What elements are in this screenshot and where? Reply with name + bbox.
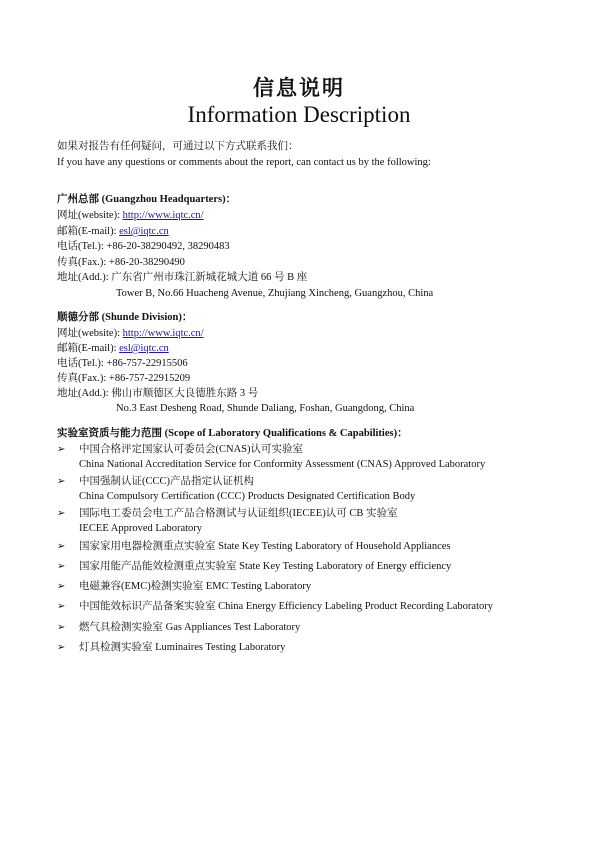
bullet-arrow-icon: ➢ <box>57 508 66 519</box>
guangzhou-email-link[interactable]: esl@iqtc.cn <box>119 226 169 237</box>
page-title-chinese: 信息说明 <box>253 76 345 100</box>
shunde-heading: 顺德分部 (Shunde Division)： <box>57 312 193 323</box>
guangzhou-email-line <box>57 225 169 239</box>
guangzhou-heading: 广州总部 (Guangzhou Headquarters)： <box>57 194 237 205</box>
bullet-arrow-icon: ➢ <box>57 622 66 633</box>
scope-item-7: 中国能效标识产品备案实验室 China Energy Efficiency Labeling Product Recording Laboratory <box>79 601 493 612</box>
scope-item-2-english: China Compulsory Certification (CCC) Products Designated Certification Body <box>79 491 416 502</box>
bullet-arrow-icon: ➢ <box>57 581 66 592</box>
scope-item-4: 国家家用电器检测重点实验室 State Key Testing Laboratory of Household Appliances <box>79 541 451 552</box>
scope-item-9: 灯具检测实验室 Luminaires Testing Laboratory <box>79 642 286 653</box>
intro-english: If you have any questions or comments about the report, can contact us by the following: <box>57 157 431 168</box>
scope-item-5: 国家用能产品能效检测重点实验室 State Key Testing Laboratory of Energy efficiency <box>79 561 452 572</box>
shunde-tel: 电话(Tel.): +86-757-22915506 <box>57 358 188 369</box>
bullet-arrow-icon: ➢ <box>57 642 66 653</box>
shunde-website-line <box>57 327 204 341</box>
website-label: 网址(website): <box>57 328 123 339</box>
email-label: 邮箱(E-mail): <box>57 226 120 237</box>
scope-item-1-english: China National Accreditation Service for Conformity Assessment (CNAS) Approved Laboratory <box>79 459 486 470</box>
shunde-fax: 传真(Fax.): +86-757-22915209 <box>57 373 191 384</box>
shunde-website-link[interactable]: http://www.iqtc.cn/ <box>122 328 204 339</box>
scope-heading: 实验室资质与能力范围 (Scope of Laboratory Qualifications & Capabilities)： <box>57 428 408 439</box>
bullet-arrow-icon: ➢ <box>57 541 66 552</box>
shunde-address-english: No.3 East Desheng Road, Shunde Daliang, Foshan, Guangdong, China <box>116 403 415 414</box>
page-title-english: Information Description <box>187 102 411 127</box>
scope-item-6: 电磁兼容(EMC)检测实验室 EMC Testing Laboratory <box>79 581 312 592</box>
scope-item-8: 燃气具检测实验室 Gas Appliances Test Laboratory <box>79 622 301 633</box>
shunde-address-chinese: 地址(Add.): 佛山市顺德区大良德胜东路 3 号 <box>57 388 259 399</box>
guangzhou-address-chinese: 地址(Add.): 广东省广州市珠江新城花城大道 66 号 B 座 <box>57 272 308 283</box>
email-label: 邮箱(E-mail): <box>57 343 120 354</box>
scope-item-3-chinese: 国际电工委员会电工产品合格测试与认证组织(IECEE)认可 CB 实验室 <box>79 508 398 519</box>
guangzhou-website-link[interactable]: http://www.iqtc.cn/ <box>122 210 204 221</box>
intro-chinese: 如果对报告有任何疑问，可通过以下方式联系我们： <box>57 141 299 152</box>
shunde-email-link[interactable]: esl@iqtc.cn <box>119 343 169 354</box>
scope-item-1-chinese: 中国合格评定国家认可委员会(CNAS)认可实验室 <box>79 444 304 455</box>
guangzhou-address-english: Tower B, No.66 Huacheng Avenue, Zhujiang Xincheng, Guangzhou, China <box>116 288 434 299</box>
scope-item-3-english: IECEE Approved Laboratory <box>79 523 203 534</box>
bullet-arrow-icon: ➢ <box>57 444 66 455</box>
guangzhou-fax: 传真(Fax.): +86-20-38290490 <box>57 257 185 268</box>
bullet-arrow-icon: ➢ <box>57 476 66 487</box>
website-label: 网址(website): <box>57 210 123 221</box>
guangzhou-website-line <box>57 209 204 223</box>
bullet-arrow-icon: ➢ <box>57 561 66 572</box>
shunde-email-line <box>57 342 169 356</box>
bullet-arrow-icon: ➢ <box>57 601 66 612</box>
guangzhou-tel: 电话(Tel.): +86-20-38290492, 38290483 <box>57 241 230 252</box>
scope-item-2-chinese: 中国强制认证(CCC)产品指定认证机构 <box>79 476 255 487</box>
